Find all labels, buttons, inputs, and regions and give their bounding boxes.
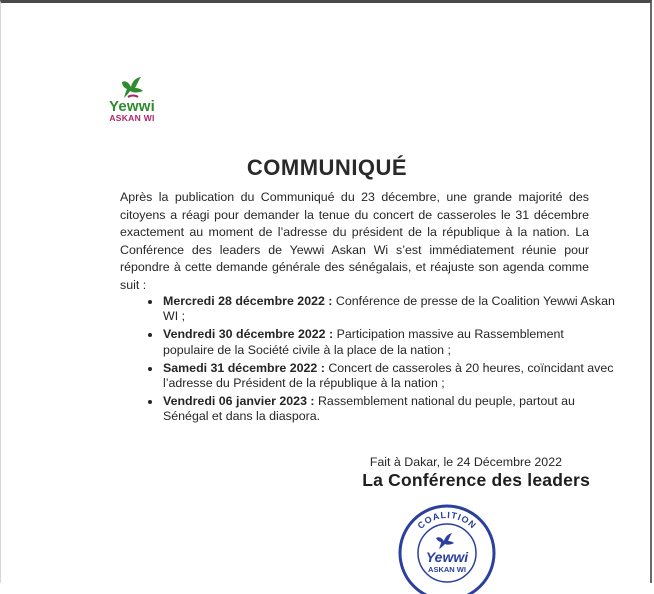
signatory: La Conférence des leaders	[362, 470, 590, 490]
place-date: Fait à Dakar, le 24 Décembre 2022	[369, 455, 562, 469]
item-text: Concert de casseroles à 20 heures, coïncidant avec l’adresse du Président de la république à la nation ;	[163, 360, 614, 391]
intro-paragraph: Après la publication du Communiqué du 23 décembre, une grande majorité des citoyens a réagi pour demander la tenue du concert de casseroles le 31 décembre exactement au moment de l’adresse du président de la république à la nation. La Conférence des leaders de Yewwi Askan Wi s’est immédiatement réunie pour répondre à cette demande générale des sénégalais, et réajuste son agenda comme suit :	[120, 190, 589, 292]
logo-name-bottom: ASKAN WI	[109, 113, 155, 123]
item-date: Vendredi 30 décembre 2022 :	[163, 327, 334, 342]
item-text: Conférence de presse de la Coalition Yewwi Askan WI ;	[163, 294, 615, 324]
agenda-list	[146, 294, 616, 428]
logo-name-top: Yewwi	[108, 98, 156, 115]
item-date: Mercredi 28 décembre 2022 :	[163, 294, 333, 308]
item-text: Participation massive au Rassemblement populaire de la Société civile à la place de la nation ;	[163, 327, 564, 357]
page-title: COMMUNIQUÉ	[246, 155, 408, 180]
stamp-dove-icon	[436, 533, 454, 549]
item-date: Vendredi 06 janvier 2023 :	[163, 394, 315, 409]
list-item	[146, 394, 616, 424]
dove-icon	[119, 76, 145, 100]
list-item	[146, 361, 616, 391]
list-item	[146, 294, 616, 324]
coalition-stamp	[392, 498, 502, 594]
coalition-logo	[96, 76, 168, 132]
bullet-icon	[148, 400, 152, 404]
bullet-icon	[148, 367, 152, 371]
stamp-arc-text: COALITION	[415, 509, 479, 531]
stamp-name-top: Yewwi	[425, 549, 469, 565]
bullet-icon	[148, 333, 152, 337]
list-item	[146, 327, 616, 357]
item-date: Samedi 31 décembre 2022 :	[163, 360, 325, 375]
stamp-name-bottom: ASKAN WI	[428, 565, 466, 574]
item-text: Rassemblement national du peuple, partout au Sénégal et dans la diaspora.	[163, 394, 575, 424]
bullet-icon	[148, 300, 152, 304]
